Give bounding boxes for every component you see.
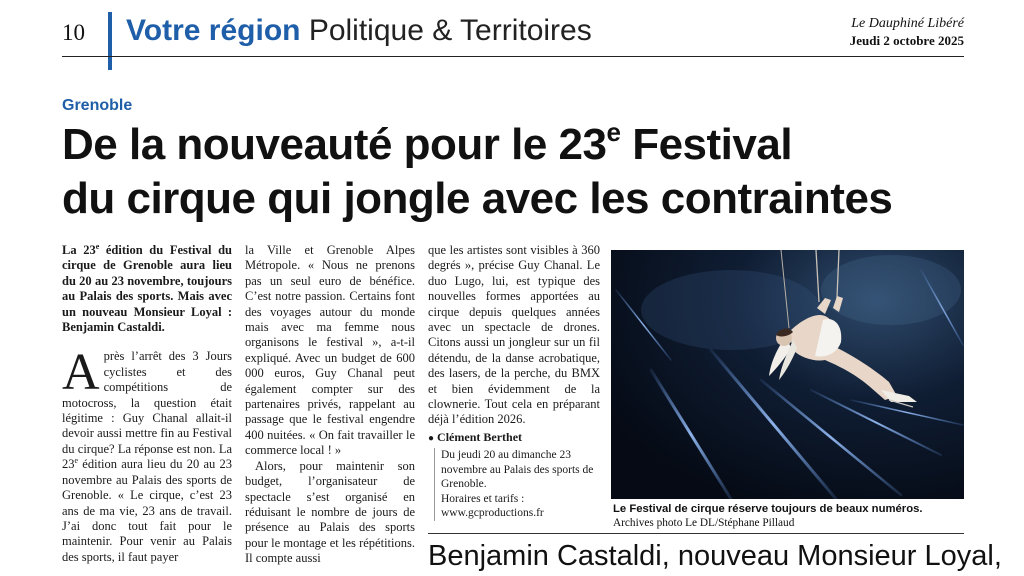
section-main: Votre région xyxy=(126,14,301,47)
section-rubric xyxy=(126,14,592,48)
masthead xyxy=(850,15,964,50)
column-1 xyxy=(62,243,232,565)
info-tarifs: Horaires et tarifs : xyxy=(441,492,525,505)
info-dates: Du jeudi 20 au dimanche 23 novembre au Palais des sports de Grenoble. xyxy=(441,449,594,491)
column-3 xyxy=(428,243,600,521)
caption-text: Le Festival de cirque réserve toujours de beaux numéros. xyxy=(613,503,923,515)
page-number: 10 xyxy=(62,20,85,45)
headline-part2: Festival xyxy=(620,120,793,169)
article-body-2: la Ville et Grenoble Alpes Métropole. « Nous ne prenons pas un seul euro de bénéfice. C’est notre passion. Certains font des voyages autour du monde mais avec ma femme nous organisons le festival », a-t-il expliqué. Avec un budget de 600 000 euros, Guy Chanal peut également compter sur des partenaires privés, rappelant au passage que le festival engendre 400 nuitées. « On fait travailler le commerce local ! » xyxy=(245,243,415,458)
photo-caption xyxy=(613,502,973,530)
trapeze-artist-photo xyxy=(611,250,964,499)
column-2 xyxy=(245,243,415,567)
article-kicker: Grenoble xyxy=(62,97,133,114)
article-lead: La 23e édition du Festival du cirque de Grenoble aura lieu du 20 au 23 novembre, toujours au Palais des sports. Mais avec un nouveau Monsieur Loyal : Benjamin Castaldi. xyxy=(62,242,232,335)
article-body-3: Alors, pour maintenir son budget, l’organisateur de spectacle s’est organisé en réduisant le nombre de jours de présence au Palais des sports pour le montage et les répétitions. Il compte aussi xyxy=(245,458,415,566)
drop-cap: A xyxy=(62,344,100,402)
next-article-rule xyxy=(428,533,964,534)
article-body-4: que les artistes sont visibles à 360 degrés », précise Guy Chanal. Le duo Lugo, lui, est typique des nouvelles formes apportées au cirque depuis quelques années avec un spectacle de drones. Citons aussi un jongleur sur un fil détendu, de la danse acrobatique, des lasers, de la perche, du BMX et bien évidemment de la clownerie. Tout cela en préparant déjà l’édition 2026. xyxy=(428,243,600,427)
next-article-headline: Benjamin Castaldi, nouveau Monsieur Loyal, xyxy=(428,540,1002,572)
headline-line2: du cirque qui jongle avec les contraintes xyxy=(62,174,893,223)
bullet-icon: ● xyxy=(428,432,435,444)
article-body-1: Après l’arrêt des 3 Jours cyclistes et des compétitions de motocross, la question était légitime : Guy Chanal allait-il devoir aussi mettre fin au Festival du cirque? La réponse est non. La 23e édition aura lieu du 20 au 23 novembre au Palais des sports de Grenoble. « Le cirque, c’est 23 ans de ma vie, 23 ans de travail. J’ai donc tout fait pour le maintenir. Pour venir au Palais des sports, il faut payer xyxy=(62,344,232,564)
section-sub: Politique & Territoires xyxy=(308,14,592,47)
photo-credit: Archives photo Le DL/Stéphane Pillaud xyxy=(613,517,795,529)
article-headline xyxy=(62,118,992,226)
practical-info xyxy=(434,448,600,521)
headline-sup: e xyxy=(606,117,621,147)
section-divider xyxy=(108,12,112,70)
issue-date: Jeudi 2 octobre 2025 xyxy=(849,33,964,48)
header-rule xyxy=(62,56,964,57)
headline-part1: De la nouveauté pour le 23 xyxy=(62,120,607,169)
info-website[interactable]: www.gcproductions.fr xyxy=(441,507,544,520)
author-signature: ● Clément Berthet xyxy=(428,429,523,444)
newspaper-name: Le Dauphiné Libéré xyxy=(851,16,964,31)
